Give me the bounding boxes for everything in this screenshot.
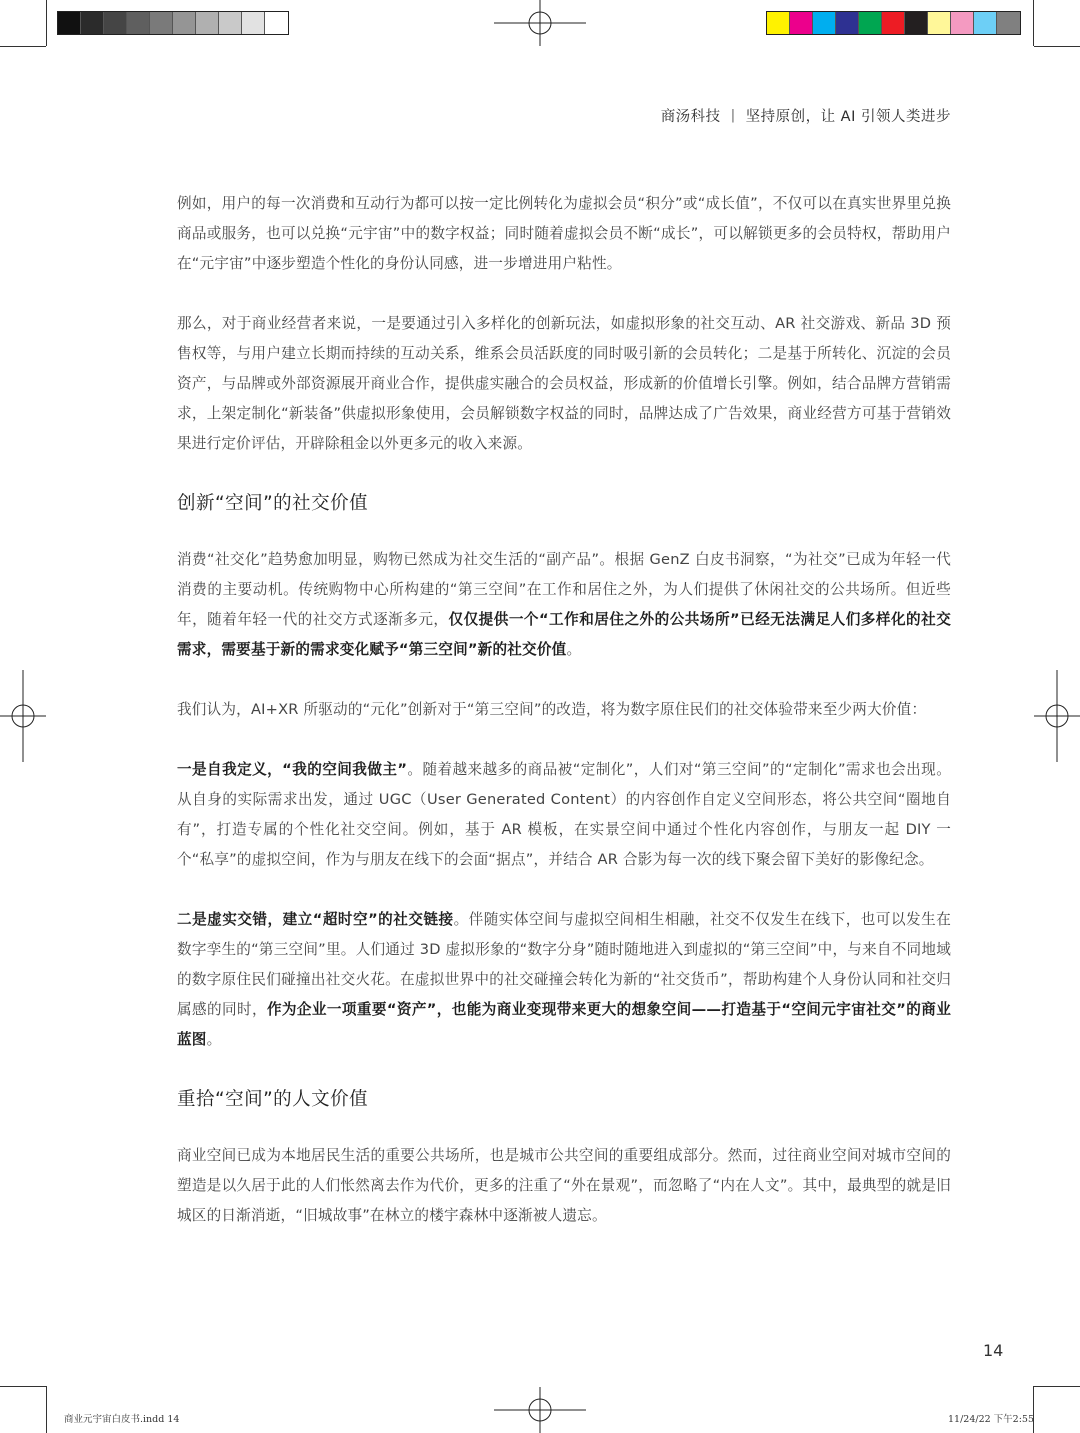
color-swatch <box>219 12 242 34</box>
page-number: 14 <box>983 1341 1004 1360</box>
paragraph <box>177 545 951 665</box>
registration-mark-left <box>0 670 46 762</box>
crop-mark <box>0 46 46 47</box>
registration-mark-top <box>494 0 586 46</box>
paragraph-emphasis: 作为企业一项重要“资产”，也能为商业变现带来更大的想象空间——打造基于“空间元宇宙社交”的商业蓝图 <box>177 1001 951 1048</box>
print-slug-file: 商业元宇宙白皮书.indd 14 <box>64 1414 180 1425</box>
color-swatch <box>813 12 836 34</box>
article-body <box>177 189 951 1261</box>
color-swatch <box>997 12 1020 34</box>
crop-mark <box>1034 1386 1080 1387</box>
paragraph: 例如，用户的每一次消费和互动行为都可以按一定比例转化为虚拟会员“积分”或“成长值”，不仅可以在真实世界里兑换商品或服务，也可以兑换“元宇宙”中的数字权益；同时随着虚拟会员不断“成长”，可以解锁更多的会员特权，帮助用户在“元宇宙”中逐步塑造个性化的身份认同感，进一步增进用户粘性。 <box>177 195 951 272</box>
crop-mark <box>1034 46 1080 47</box>
color-swatch <box>265 12 288 34</box>
color-swatch <box>196 12 219 34</box>
crop-mark <box>0 1386 46 1387</box>
color-swatch <box>905 12 928 34</box>
paragraph-emphasis: 二是虚实交错，建立“超时空”的社交链接 <box>177 911 454 928</box>
registration-mark-bottom <box>494 1387 586 1433</box>
color-swatch <box>173 12 196 34</box>
print-slug-timestamp: 11/24/22 下午2:55 <box>948 1414 1035 1425</box>
brand-slogan: 坚持原创，让 AI 引领人类进步 <box>745 108 951 125</box>
paragraph-text: 。随着越来越多的商品被“定制化”，人们对“第三空间”的“定制化”需求也会出现。从自身的实际需求出发，通过 UGC（User Generated Content）的内容创作自定义空间形态，将公共空间“圈地自有”，打造专属的个性化社交空间。例如，基于 AR 模板，在实景空间中通过个性化内容创作，与朋友一起 DIY 一个“私享”的虚拟空间，作为与朋友在线下的会面“据点”，并结合 AR 合影为每一次的线下聚会留下美好的影像纪念。 <box>177 761 951 868</box>
paragraph-text: 。 <box>566 641 582 658</box>
color-swatch <box>859 12 882 34</box>
paragraph-text: 消费“社交化”趋势愈加明显，购物已然成为社交生活的“副产品”。根据 GenZ 白皮书洞察，“为社交”已成为年轻一代消费的主要动机。传统购物中心所构建的“第三空间”在工作和居住之外，为人们提供了休闲社交的公共场所。但近些年，随着年轻一代的社交方式逐渐多元， <box>177 551 951 628</box>
color-swatch <box>767 12 790 34</box>
paragraph-text: 。 <box>206 1031 222 1048</box>
section-heading: 创新“空间”的社交价值 <box>177 493 369 514</box>
section-heading: 重拾“空间”的人文价值 <box>177 1089 369 1110</box>
color-swatch <box>928 12 951 34</box>
color-swatch <box>951 12 974 34</box>
paragraph <box>177 905 951 1055</box>
paragraph <box>177 755 951 875</box>
paragraph-emphasis: 一是自我定义，“我的空间我做主” <box>177 761 408 778</box>
color-swatch <box>150 12 173 34</box>
running-header <box>661 103 951 127</box>
color-swatch <box>104 12 127 34</box>
crop-mark <box>1033 0 1034 46</box>
crop-mark <box>46 1386 47 1433</box>
color-swatch <box>790 12 813 34</box>
color-swatch <box>127 12 150 34</box>
crop-mark <box>46 0 47 46</box>
color-swatch <box>81 12 104 34</box>
registration-mark-right <box>1034 670 1080 762</box>
paragraph: 我们认为，AI+XR 所驱动的“元化”创新对于“第三空间”的改造，将为数字原住民们的社交体验带来至少两大价值： <box>177 701 927 718</box>
paragraph: 商业空间已成为本地居民生活的重要公共场所，也是城市公共空间的重要组成部分。然而，过往商业空间对城市空间的塑造是以久居于此的人们怅然离去作为代价，更多的注重了“外在景观”，而忽略了“内在人文”。其中，最典型的就是旧城区的日渐消逝，“旧城故事”在林立的楼宇森林中逐渐被人遗忘。 <box>177 1147 951 1224</box>
color-swatch <box>836 12 859 34</box>
process-color-bar <box>766 11 1021 35</box>
color-swatch <box>242 12 265 34</box>
grayscale-color-bar <box>57 11 289 35</box>
paragraph-emphasis: 仅仅提供一个“工作和居住之外的公共场所”已经无法满足人们多样化的社交需求，需要基于新的需求变化赋予“第三空间”新的社交价值 <box>177 611 951 658</box>
color-swatch <box>882 12 905 34</box>
color-swatch <box>58 12 81 34</box>
header-separator: | <box>730 107 736 123</box>
paragraph-text: 。伴随实体空间与虚拟空间相生相融，社交不仅发生在线下，也可以发生在数字孪生的“第三空间”里。人们通过 3D 虚拟形象的“数字分身”随时随地进入到虚拟的“第三空间”中，与来自不同地域的数字原住民们碰撞出社交火花。在虚拟世界中的社交碰撞会转化为新的“社交货币”，帮助构建个人身份认同和社交归属感的同时， <box>177 911 951 1018</box>
paragraph: 那么，对于商业经营者来说，一是要通过引入多样化的创新玩法，如虚拟形象的社交互动、AR 社交游戏、新品 3D 预售权等，与用户建立长期而持续的互动关系，维系会员活跃度的同时吸引新的会员转化；二是基于所转化、沉淀的会员资产，与品牌或外部资源展开商业合作，提供虚实融合的会员权益，形成新的价值增长引擎。例如，结合品牌方营销需求，上架定制化“新装备”供虚拟形象使用，会员解锁数字权益的同时，品牌达成了广告效果，商业经营方可基于营销效果进行定价评估，开辟除租金以外更多元的收入来源。 <box>177 315 951 452</box>
color-swatch <box>974 12 997 34</box>
crop-mark <box>1033 1386 1034 1433</box>
brand-name: 商汤科技 <box>660 108 721 125</box>
